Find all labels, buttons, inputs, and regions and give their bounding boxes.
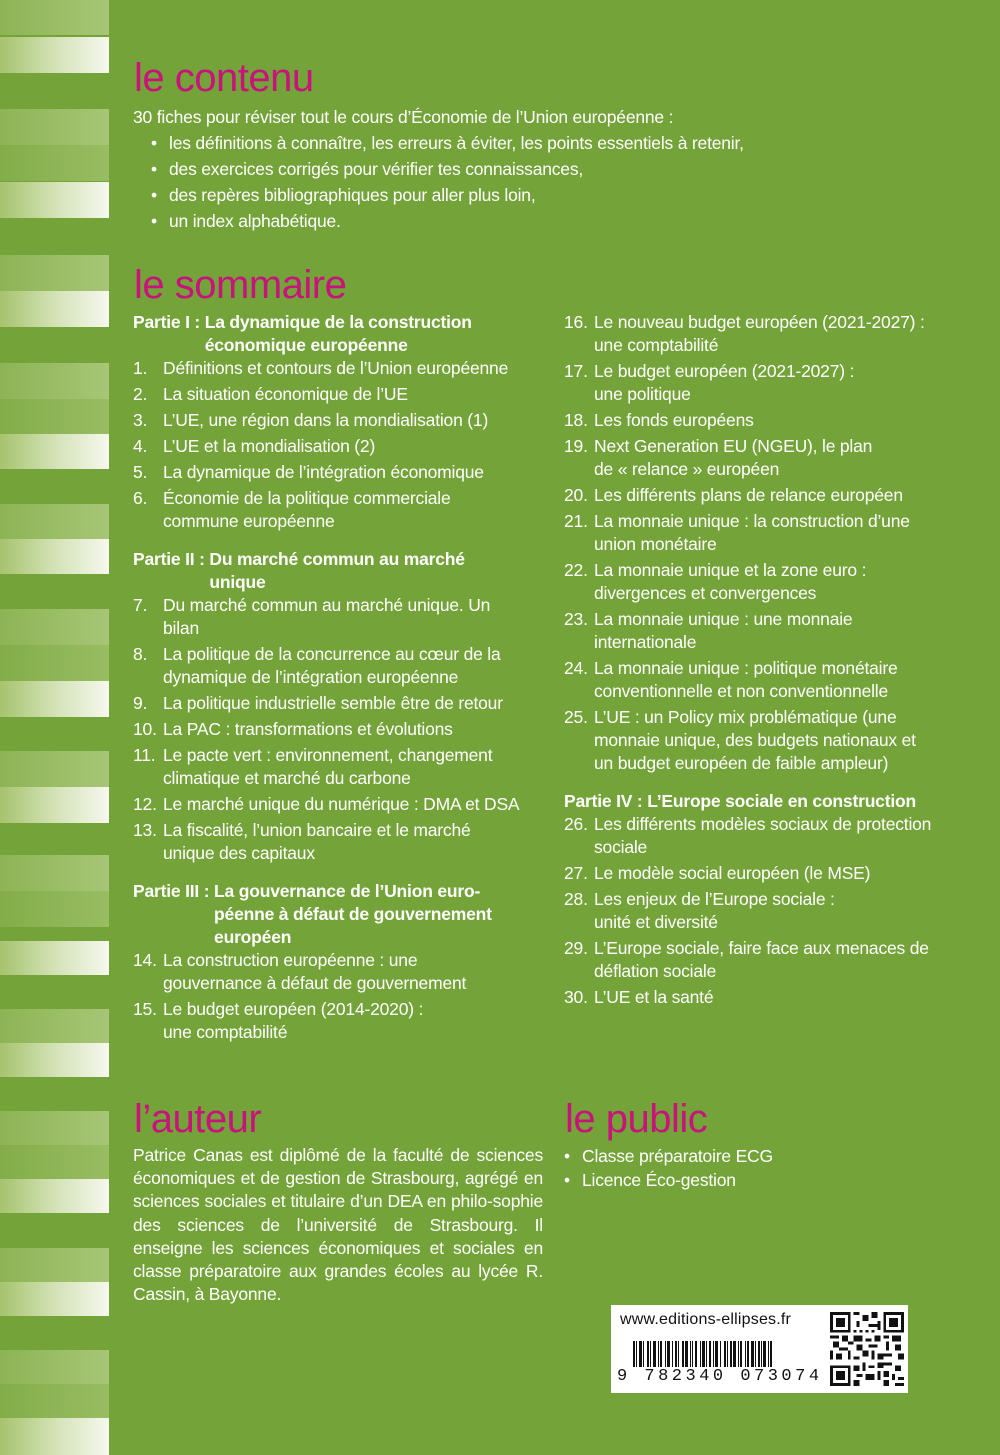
list-item: • les définitions à connaître, les erreurs à éviter, les points essentiels à retenir, <box>133 130 993 156</box>
toc-item: 16. Le nouveau budget européen (2021-2027) : une comptabilité <box>564 312 925 355</box>
public-section <box>564 1144 964 1192</box>
stripe <box>0 1282 109 1316</box>
toc-item: 18. Les fonds européens <box>564 410 754 430</box>
toc-item: 17. Le budget européen (2021-2027) : une politique <box>564 361 855 404</box>
toc-item: 28. Les enjeux de l’Europe sociale : unité et diversité <box>564 889 835 932</box>
stripe <box>0 0 109 35</box>
public-list <box>564 1144 964 1192</box>
toc-item: 30. L’UE et la santé <box>564 987 714 1007</box>
stripe <box>0 855 109 891</box>
stripe <box>0 751 109 787</box>
toc-item: 12. Le marché unique du numérique : DMA et DSA <box>133 794 520 814</box>
stripe <box>0 291 109 327</box>
stripe <box>0 37 109 73</box>
list-item: • Classe préparatoire ECG <box>564 1144 964 1168</box>
toc-item: 22. La monnaie unique et la zone euro : divergences et convergences <box>564 560 867 603</box>
part-heading: Partie I : La dynamique de la construction économique européenne <box>133 312 472 355</box>
list-item: • des exercices corrigés pour vérifier tes connaissances, <box>133 156 993 182</box>
toc-item: 6. Économie de la politique commerciale commune européenne <box>133 488 451 531</box>
list-item: • Licence Éco-gestion <box>564 1168 964 1192</box>
public-heading: le public <box>565 1097 708 1141</box>
toc-item: 20. Les différents plans de relance européen <box>564 485 903 505</box>
publisher-url[interactable]: www.editions-ellipses.fr <box>620 1311 792 1328</box>
toc-item: 21. La monnaie unique : la construction d’une union monétaire <box>564 511 910 554</box>
stripe <box>0 891 109 927</box>
toc-item: 23. La monnaie unique : une monnaie internationale <box>564 609 853 652</box>
toc-item: 29. L’Europe sociale, faire face aux menaces de déflation sociale <box>564 938 929 981</box>
stripe <box>0 399 109 434</box>
toc-item: 26. Les différents modèles sociaux de protection sociale <box>564 814 932 857</box>
toc-item: 24. La monnaie unique : politique monétaire conventionnelle et non conventionnelle <box>564 658 898 701</box>
stripe <box>0 363 109 399</box>
part-heading: Partie III : La gouvernance de l’Union euro-péenne à défaut de gouvernement européen <box>133 881 492 947</box>
list-item: • des repères bibliographiques pour aller plus loin, <box>133 182 993 208</box>
toc-item: 14. La construction européenne : une gouvernance à défaut de gouvernement <box>133 950 467 993</box>
stripe <box>0 1248 109 1282</box>
contenu-heading: le contenu <box>134 56 314 100</box>
toc-item: 8. La politique de la concurrence au cœur de la dynamique de l’intégration européenne <box>133 644 501 687</box>
toc-item: 11. Le pacte vert : environnement, changement climatique et marché du carbone <box>133 745 493 788</box>
toc-item: 9. La politique industrielle semble être de retour <box>133 693 503 713</box>
toc-item: 19. Next Generation EU (NGEU), le plan de « relance » européen <box>564 436 873 479</box>
sommaire-heading: le sommaire <box>134 263 347 307</box>
part-heading: Partie II : Du marché commun au marché unique <box>133 549 465 592</box>
stripe <box>0 609 109 645</box>
contenu-intro: 30 fiches pour réviser tout le cours d’Économie de l’Union européenne : <box>133 107 674 127</box>
sommaire-right-column <box>564 311 964 1009</box>
toc-item: 27. Le modèle social européen (le MSE) <box>564 863 871 883</box>
contenu-list <box>133 130 993 234</box>
toc-item: 10. La PAC : transformations et évolutions <box>133 719 453 739</box>
isbn-number: 9 782340 073074 <box>617 1367 823 1386</box>
qr-code-icon <box>830 1312 904 1386</box>
stripe <box>0 645 109 681</box>
toc-item: 1. Définitions et contours de l’Union européenne <box>133 358 509 378</box>
auteur-bio: Patrice Canas est diplômé de la faculté de sciences économiques et de gestion de Strasbourg, agrégé en sciences sociales et titulaire d’un DEA en philo-sophie des sciences de l’université de Strasbourg. Il enseigne les sciences économiques et sociales en classe préparatoire aux grandes écoles au lycée R. Cassin, à Bayonne. <box>133 1145 543 1305</box>
sommaire-left-column <box>133 311 543 1044</box>
stripe <box>0 504 109 539</box>
auteur-heading: l’auteur <box>134 1097 262 1141</box>
stripe <box>0 145 109 181</box>
stripe <box>0 1043 109 1077</box>
toc-item: 3. L’UE, une région dans la mondialisation (1) <box>133 410 489 430</box>
stripe <box>0 941 109 975</box>
toc-item: 7. Du marché commun au marché unique. Un bilan <box>133 595 491 638</box>
toc-item: 5. La dynamique de l’intégration économique <box>133 462 484 482</box>
stripe <box>0 1179 109 1213</box>
stripe <box>0 539 109 574</box>
stripe <box>0 182 109 218</box>
stripe <box>0 1384 109 1418</box>
decorative-stripes <box>0 0 109 1455</box>
stripe <box>0 1009 109 1043</box>
toc-item: 2. La situation économique de l’UE <box>133 384 408 404</box>
stripe <box>0 255 109 291</box>
stripe <box>0 1111 109 1145</box>
stripe <box>0 1418 109 1455</box>
toc-item: 13. La fiscalité, l’union bancaire et le marché unique des capitaux <box>133 820 471 863</box>
stripe <box>0 1145 109 1179</box>
barcode-box <box>611 1305 908 1393</box>
stripe <box>0 109 109 145</box>
stripe <box>0 787 109 823</box>
part-heading: Partie IV : L’Europe sociale en construction <box>564 791 916 811</box>
list-item: • un index alphabétique. <box>133 208 993 234</box>
contenu-section <box>133 104 993 234</box>
toc-item: 25. L’UE : un Policy mix problématique (une monnaie unique, des budgets nationaux et un budget européen de faible ampleur) <box>564 707 916 773</box>
toc-item: 15. Le budget européen (2014-2020) : une comptabilité <box>133 999 424 1042</box>
stripe <box>0 434 109 469</box>
stripe <box>0 681 109 717</box>
stripe <box>0 1350 109 1384</box>
toc-item: 4. L’UE et la mondialisation (2) <box>133 436 376 456</box>
